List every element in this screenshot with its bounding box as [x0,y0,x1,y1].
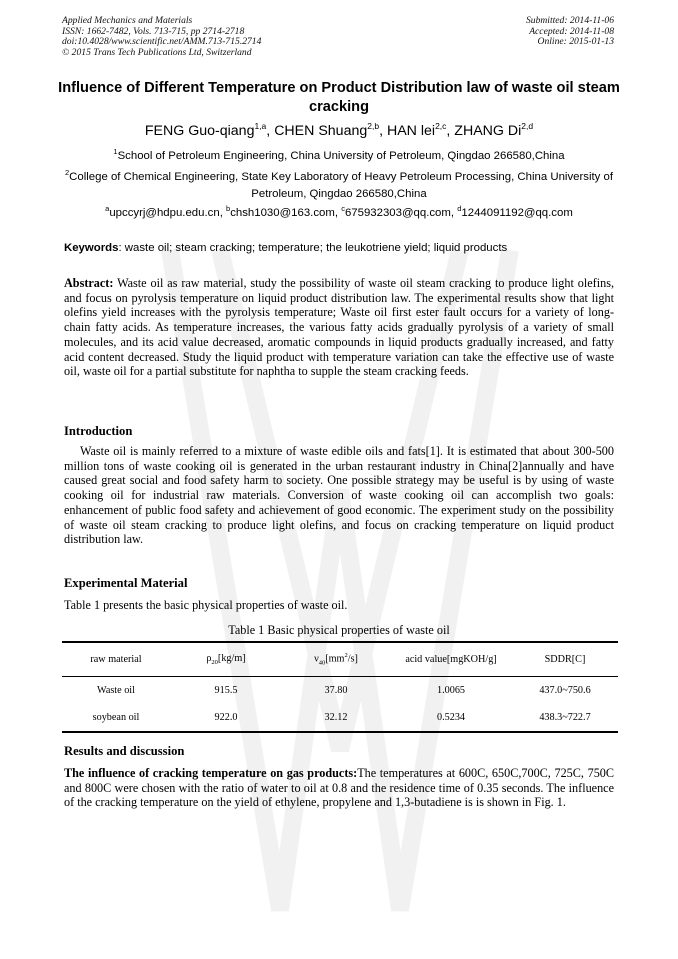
section-heading-experimental: Experimental Material [64,576,188,590]
author-affiliation-sup: 2,c [435,121,447,131]
email-marker: a [105,204,110,213]
issn-line: ISSN: 1662-7482, Vols. 713-715, pp 2714-2718 [62,25,245,37]
copyright-line: © 2015 Trans Tech Publications Ltd, Switzerland [62,46,252,58]
density-subscript: 20 [211,658,218,666]
author-name: CHEN Shuang [274,123,368,139]
email-separator: , [219,207,227,219]
author-name: HAN lei [386,123,436,139]
author-emails [40,205,638,222]
affiliation-1 [40,148,638,165]
keywords-label: Keywords [64,242,119,254]
publication-dates [526,16,614,48]
table-row [62,704,618,732]
author-list [40,121,638,141]
author-separator: , [379,123,387,139]
column-header [170,642,282,676]
submitted-date: Submitted: 2014-11-06 [525,15,614,26]
table-cell: soybean oil [62,704,170,732]
email-marker: b [226,204,231,213]
author-separator: , [446,123,455,139]
table-cell: 37.80 [324,684,348,696]
email-link[interactable]: upccyrj@hdpu.edu.cn [109,207,220,219]
density-unit: [kg/m] [217,652,246,664]
affiliation-marker: 2 [64,168,70,177]
paper-title: Influence of Different Temperature on Product Distribution law of waste oil steam cracking [58,80,620,115]
author-affiliation-sup: 2,d [521,121,534,131]
keywords-text: : waste oil; steam cracking; temperature; the leukotriene yield; liquid products [118,242,508,254]
table-caption: Table 1 Basic physical properties of waste oil [228,623,450,637]
table-header-row [62,642,618,676]
viscosity-unit-end: /s] [347,653,358,665]
affiliation-2 [40,169,638,203]
table-cell: 32.12 [282,704,390,732]
online-date: Online: 2015-01-13 [537,36,614,48]
abstract-label: Abstract: [64,276,114,290]
table-cell: 0.5234 [390,704,512,732]
accepted-date: Accepted: 2014-11-08 [529,25,614,37]
journal-info [62,16,261,58]
doi-line: doi:10.4028/www.scientific.net/AMM.713-715.2714 [62,36,262,48]
results-paragraph: The temperatures at 600C, 650C,700C, 725C, 750C and 800C were chosen with the ratio of water to oil at 0.8 and the residence time of 0.35 seconds. The influence of the cracking temperature on the yield of ethylene, propylene and 1,3-butadiene is is shown in Fig. 1. [64,766,615,810]
email-link[interactable]: 1244091192@qq.com [461,207,573,219]
author-affiliation-sup: 2,b [367,121,380,131]
properties-table [62,641,618,733]
viscosity-symbol: ν [314,653,319,665]
email-marker: d [457,204,462,213]
email-marker: c [341,204,345,213]
author-separator: , [266,123,275,139]
density-symbol: ρ [206,652,212,664]
viscosity-subscript: 40 [318,659,326,667]
results-text [64,766,614,810]
table-cell: 437.0~750.6 [539,684,591,696]
results-subheading: The influence of cracking temperature on gas products: [64,766,358,780]
email-link[interactable]: chsh1030@163.com [230,207,335,219]
affiliation-text: School of Petroleum Engineering, China University of Petroleum, Qingdao 266580,China [117,150,565,162]
experimental-text: Table 1 presents the basic physical properties of waste oil. [64,598,348,612]
section-heading-results: Results and discussion [64,744,185,758]
email-separator: , [450,207,458,219]
keywords [64,240,619,256]
introduction-text: Waste oil is mainly referred to a mixture of waste edible oils and fats[1]. It is estimated that about 300-500 million tons of waste cooking oil is generated in the urban restaurant industry in China[2]annually and have caused great social and food safety harm to society. One possible strategy may be useful is by using of waste cooking oil for industrial raw materials. Conversion of waste cooking oil can accomplish two goals: enhancement of public food safety and achievement of good economic. The experiment study on the possibility of waste oil steam cracking to produce light olefins, and focus on cracking temperature on liquid product distribution law. [64,444,614,547]
table-cell: Waste oil [97,684,135,696]
author-affiliation-sup: 1,a [254,121,267,131]
viscosity-unit: [mm [325,653,345,665]
viscosity-superscript: 2 [344,652,348,660]
email-link[interactable]: 675932303@qq.com [344,207,451,219]
journal-name: Applied Mechanics and Materials [62,15,193,26]
table-cell: 1.0065 [436,684,465,696]
affiliation-text: College of Chemical Engineering, State Key Laboratory of Heavy Petroleum Processing, China University of Petroleum, Qingdao 266580,China [69,171,614,200]
table-cell: 922.0 [170,704,282,732]
abstract-text: Waste oil as raw material, study the possibility of waste oil steam cracking to produce light olefins, and focus on pyrolysis temperature on liquid product distribution law. The experimental results show that light olefins yield increases with the pyrolysis temperature; Waste oil first ester fault occurs for a variety of long-chain fatty acids. As temperature increases, the various fatty acids gradually pyrolysis of a variety of small molecules, and its acid value decreased, aromatic compounds in liquid products gradually increased, and fatty acid content decreased. Study the liquid product with temperature variation can take the effective use of waste oil, waste oil for a partial substitute for naphtha to supple the steam cracking feeds. [64,276,614,379]
column-header: raw material [62,642,170,676]
table-cell: 438.3~722.7 [512,704,618,732]
author-name: FENG Guo-qiang [144,123,255,139]
email-separator: , [334,207,342,219]
affiliation-marker: 1 [113,147,118,156]
author-name: ZHANG Di [454,123,522,139]
column-header: SDDR[C] [512,642,618,676]
column-header [282,642,390,676]
section-heading-introduction: Introduction [64,424,133,438]
table-cell: 915.5 [214,684,238,696]
abstract [64,276,614,379]
table-row [62,676,618,704]
column-header: acid value[mgKOH/g] [390,642,512,676]
